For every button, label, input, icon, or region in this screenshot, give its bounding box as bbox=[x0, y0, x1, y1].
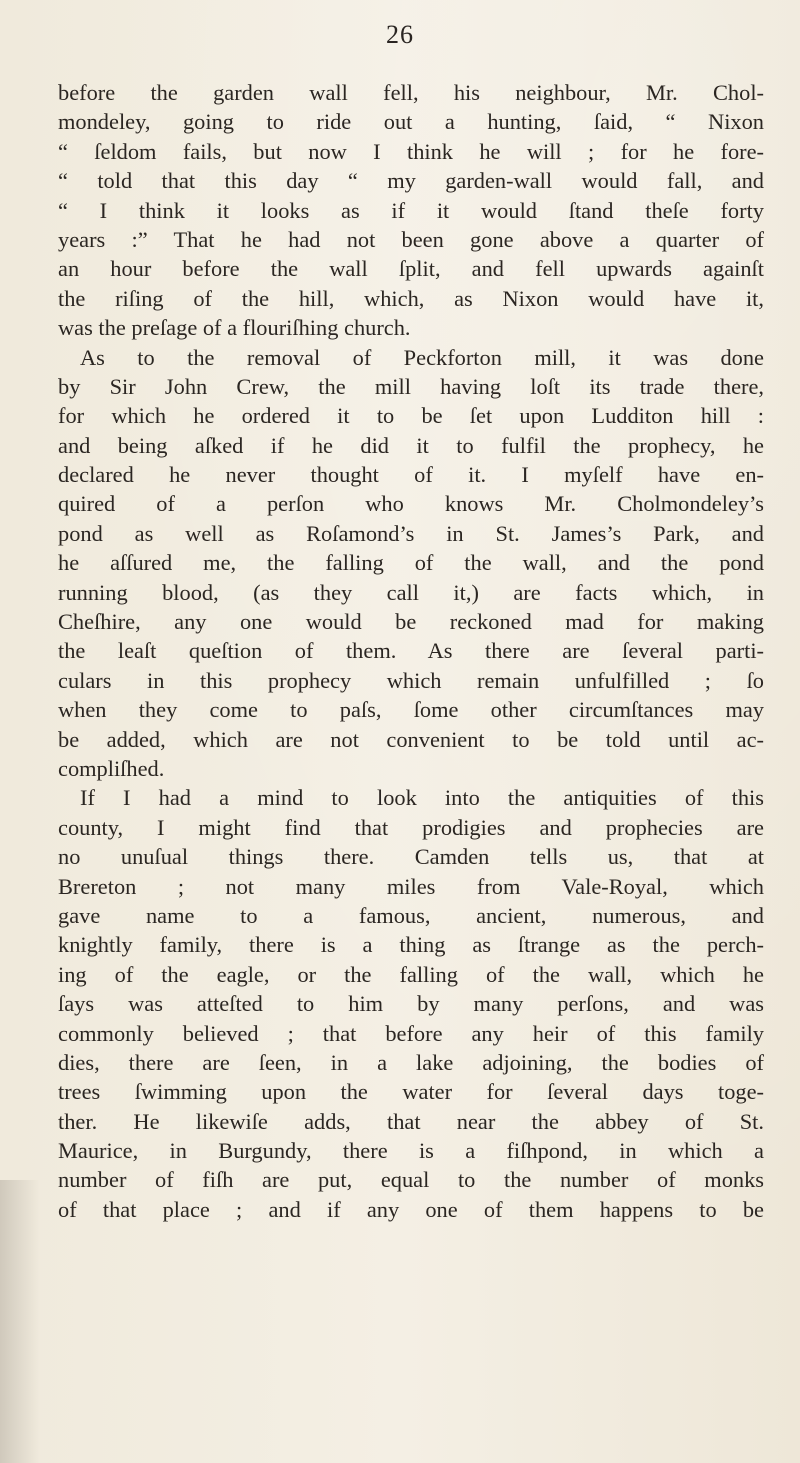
text-line: before the garden wall fell, his neighbour, Mr. Chol- bbox=[58, 80, 764, 105]
text-line: pond as well as Roſamond’s in St. James’s Park, and bbox=[58, 520, 764, 546]
text-line: of that place ; and if any one of them happens to be bbox=[58, 1196, 764, 1222]
text-line: As to the removal of Peckforton mill, it was done bbox=[80, 344, 764, 370]
text-line: Brereton ; not many miles from Vale-Royal, which bbox=[58, 873, 764, 899]
page-number: 26 bbox=[386, 20, 414, 49]
text-line: dies, there are ſeen, in a lake adjoining, the bodies of bbox=[58, 1049, 764, 1075]
text-line: county, I might find that prodigies and prophecies are bbox=[58, 814, 764, 840]
text-line: be added, which are not convenient to be told until ac- bbox=[58, 726, 764, 752]
text-line: culars in this prophecy which remain unfulfilled ; ſo bbox=[58, 667, 764, 693]
text-line: ther. He likewiſe adds, that near the abbey of St. bbox=[58, 1108, 764, 1134]
text-line: knightly family, there is a thing as ſtrange as the perch- bbox=[58, 932, 764, 958]
page-edge-shadow bbox=[0, 1180, 40, 1463]
text-line: he aſſured me, the falling of the wall, and the pond bbox=[58, 550, 764, 576]
text-line: years :” That he had not been gone above a quarter of bbox=[58, 226, 764, 252]
text-line: the leaſt queſtion of them. As there are ſeveral parti- bbox=[58, 638, 764, 664]
text-line: Maurice, in Burgundy, there is a fiſhpond, in which a bbox=[58, 1138, 764, 1164]
text-line: for which he ordered it to be ſet upon Ludditon hill : bbox=[58, 403, 764, 429]
text-line: ing of the eagle, or the falling of the wall, which he bbox=[58, 961, 764, 987]
text-line: gave name to a famous, ancient, numerous, and bbox=[58, 902, 764, 928]
text-line: when they come to paſs, ſome other circumſtances may bbox=[58, 697, 764, 723]
text-line: and being aſked if he did it to fulfil the prophecy, he bbox=[58, 432, 764, 458]
text-line: If I had a mind to look into the antiquities of this bbox=[80, 785, 764, 811]
text-line: “ ſeldom fails, but now I think he will ; for he fore- bbox=[58, 138, 764, 164]
text-line: running blood, (as they call it,) are facts which, in bbox=[58, 579, 764, 605]
text-line: quired of a perſon who knows Mr. Cholmondeley’s bbox=[58, 491, 764, 517]
text-line: Cheſhire, any one would be reckoned mad for making bbox=[58, 609, 764, 635]
text-line: mondeley, going to ride out a hunting, ſaid, “ Nixon bbox=[58, 109, 764, 135]
body-text bbox=[58, 78, 764, 1224]
text-line: “ told that this day “ my garden-wall would fall, and bbox=[58, 168, 764, 194]
text-line: commonly believed ; that before any heir of this family bbox=[58, 1020, 764, 1046]
text-line: the riſing of the hill, which, as Nixon would have it, bbox=[58, 285, 764, 311]
text-line: compliſhed. bbox=[58, 755, 165, 781]
text-line: an hour before the wall ſplit, and fell upwards againſt bbox=[58, 256, 764, 282]
text-line: ſays was atteſted to him by many perſons, and was bbox=[58, 991, 764, 1017]
text-line: by Sir John Crew, the mill having loſt its trade there, bbox=[58, 373, 764, 399]
text-line: was the preſage of a flouriſhing church. bbox=[58, 315, 411, 341]
text-line: no unuſual things there. Camden tells us, that at bbox=[58, 844, 764, 870]
text-line: “ I think it looks as if it would ſtand theſe forty bbox=[58, 197, 764, 223]
text-line: number of fiſh are put, equal to the number of monks bbox=[58, 1167, 764, 1193]
text-line: declared he never thought of it. I myſelf have en- bbox=[58, 462, 764, 488]
text-line: trees ſwimming upon the water for ſeveral days toge- bbox=[58, 1079, 764, 1105]
